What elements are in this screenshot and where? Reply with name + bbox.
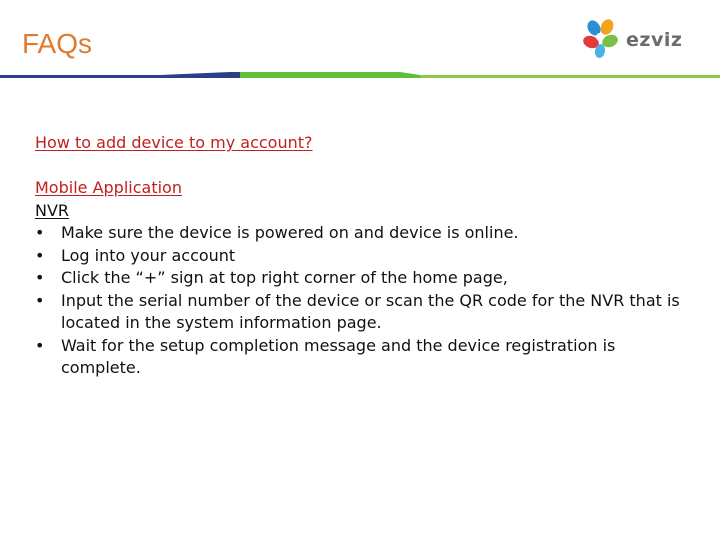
list-item (35, 222, 695, 245)
faq-question-link[interactable]: How to add device to my account? (35, 133, 313, 152)
list-item (35, 267, 695, 290)
ezviz-flower-icon (580, 18, 624, 62)
steps-list (35, 222, 695, 380)
step-text: Make sure the device is powered on and device is online. (61, 223, 519, 242)
list-item (35, 335, 695, 380)
step-text: Wait for the setup completion message and the device registration is complete. (61, 335, 616, 377)
blank-line (35, 155, 695, 178)
bullet-icon: • (35, 245, 45, 265)
bullet-icon: • (35, 268, 45, 287)
faq-content (35, 132, 695, 380)
list-item (35, 290, 695, 335)
bullet-icon: • (35, 335, 45, 355)
bullet-icon: • (35, 223, 45, 242)
ezviz-logo (580, 18, 700, 62)
step-text: Click the “+” sign at top right corner of the home page, (61, 268, 508, 287)
section-heading-mobile-app[interactable]: Mobile Application (35, 178, 182, 197)
step-text: Input the serial number of the device or scan the QR code for the NVR that is located in the system information page. (61, 290, 680, 332)
page-title: FAQs (22, 28, 93, 59)
step-text: Log into your account (61, 245, 236, 265)
logo-wordmark: ezviz (626, 29, 683, 51)
bullet-icon: • (35, 290, 45, 310)
device-label-nvr: NVR (35, 200, 70, 220)
list-item (35, 245, 695, 268)
header-divider-stripe (0, 72, 720, 78)
